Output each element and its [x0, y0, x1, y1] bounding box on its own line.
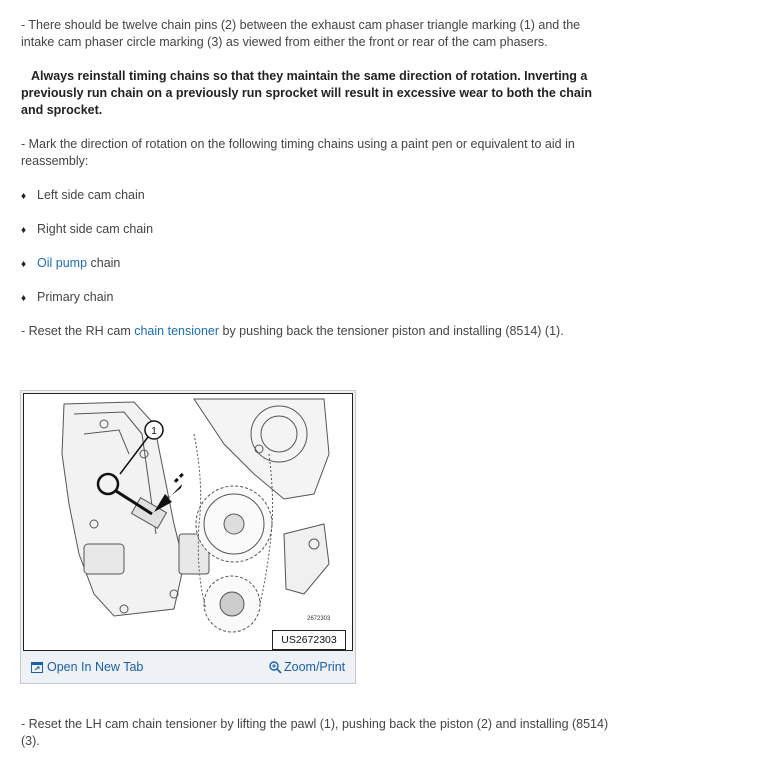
bullet-text: Primary chain	[37, 290, 114, 304]
diamond-bullet-icon: ♦	[21, 191, 27, 202]
zoom-print-button[interactable]	[269, 660, 345, 674]
figure-small-code: 2672303	[307, 616, 331, 622]
text-segment: by pushing back the tensioner piston and installing (8514) (1).	[219, 324, 564, 338]
figure-panel	[20, 390, 356, 684]
instruction-4: - Reset the LH cam chain tensioner by lifting the pawl (1), pushing back the piston (2) and installing (8514) (3).	[21, 717, 609, 748]
figure-image	[23, 393, 353, 651]
external-tab-icon	[31, 662, 43, 673]
diamond-bullet-icon: ♦	[21, 293, 27, 304]
engine-illustration	[24, 394, 352, 650]
bullet-primary	[21, 289, 113, 307]
bullet-right-cam	[21, 221, 153, 239]
bullet-text: chain	[87, 256, 121, 270]
open-new-tab-label: Open In New Tab	[47, 660, 144, 674]
svg-text:1: 1	[151, 426, 157, 437]
figure-code-label: US2672303	[272, 630, 346, 650]
warning-note: Always reinstall timing chains so that they maintain the same direction of rotation. Inverting a previously run chain on a previously run sprocket will result in excessive wear to both the chain and sprocket.	[21, 69, 592, 117]
instruction-2: - Mark the direction of rotation on the following timing chains using a paint pen or equivalent to aid in reassembly:	[21, 137, 575, 168]
bullet-text: Right side cam chain	[37, 222, 154, 236]
diamond-bullet-icon: ♦	[21, 225, 27, 236]
figure-toolbar	[21, 653, 355, 683]
diamond-bullet-icon: ♦	[21, 259, 27, 270]
open-new-tab-button[interactable]	[31, 660, 143, 674]
chain-tensioner-link[interactable]: chain tensioner	[134, 324, 220, 338]
bullet-left-cam	[21, 187, 145, 205]
zoom-print-label: Zoom/Print	[284, 660, 346, 674]
instruction-3	[21, 323, 601, 340]
bullet-text: Left side cam chain	[37, 188, 145, 202]
zoom-icon	[269, 661, 282, 674]
instruction-1: - There should be twelve chain pins (2) between the exhaust cam phaser triangle marking (1) and the intake cam phaser circle marking (3) as viewed from either the front or rear of the cam phasers.	[21, 18, 581, 49]
bullet-oil-pump	[21, 255, 120, 273]
oil-pump-link[interactable]: Oil pump	[37, 256, 88, 270]
text-segment: - Reset the RH cam	[21, 324, 135, 338]
